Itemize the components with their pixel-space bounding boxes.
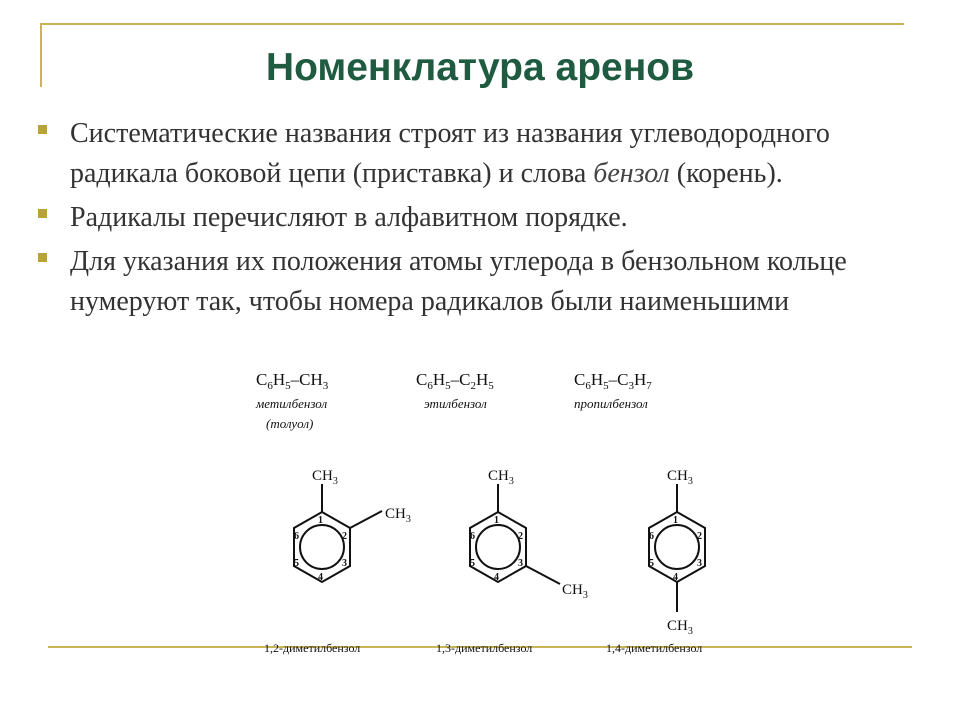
svg-text:3: 3 [342, 558, 347, 569]
svg-text:6: 6 [294, 531, 299, 542]
svg-text:CH3: $CH_3$ [562, 582, 588, 601]
svg-text:C6H5–CH3: $C_6H_5-CH_3$ [256, 370, 329, 392]
svg-text:CH3: $CH_3$ [667, 618, 693, 637]
bullet-text: Систематические названия строят из названия углеводородного радикала боковой цепи (приставка) и слова [70, 118, 830, 189]
bullet-italic-word: бензол [593, 158, 670, 189]
bullet-text: Радикалы перечисляют в алфавитном порядке. [70, 202, 628, 233]
svg-text:2: 2 [342, 531, 347, 542]
svg-text:2: 2 [518, 531, 523, 542]
svg-text:6: 6 [649, 531, 654, 542]
bullet-text-end: (корень). [669, 158, 783, 189]
structure-1-4-dimethylbenzene [649, 468, 705, 637]
structure-1-2-dimethylbenzene [294, 468, 411, 583]
formula-name: пропилбензол [574, 396, 648, 411]
formula-methylbenzene [255, 370, 329, 431]
svg-text:1: 1 [673, 515, 678, 526]
isomer-name-1-4: 1,4-диметилбензол [606, 641, 703, 655]
formula-propylbenzene [574, 370, 652, 411]
svg-text:5: 5 [294, 558, 299, 569]
svg-text:3: 3 [518, 558, 523, 569]
isomer-name-1-2: 1,2-диметилбензол [264, 641, 361, 655]
svg-text:CH3: $CH_3$ [667, 468, 693, 487]
svg-text:2: 2 [697, 531, 702, 542]
svg-text:1: 1 [318, 515, 323, 526]
svg-text:CH3: $CH_3$ [488, 468, 514, 487]
structure-1-3-dimethylbenzene [470, 468, 588, 601]
formula-alt-name: (толуол) [266, 416, 314, 431]
svg-text:C6H5–C2H5: $C_6H_5-C_2H_5$ [416, 370, 494, 392]
formula-name: метилбензол [256, 396, 328, 411]
svg-text:6: 6 [470, 531, 475, 542]
svg-text:4: 4 [318, 572, 323, 583]
svg-text:5: 5 [470, 558, 475, 569]
isomer-name-1-3: 1,3-диметилбензол [436, 641, 533, 655]
slide-title: Номенклатура аренов [265, 46, 695, 89]
formula-name: этилбензол [424, 396, 487, 411]
svg-text:1: 1 [494, 515, 499, 526]
svg-text:CH3: $CH_3$ [385, 506, 411, 525]
svg-text:3: 3 [697, 558, 702, 569]
svg-text:CH3: $CH_3$ [312, 468, 338, 487]
bullet-text: Для указания их положения атомы углерода в бензольном кольце нумеруют так, чтобы номера радикалов были наименьшими [70, 246, 847, 317]
svg-text:C6H5–C3H7: $C_6H_5-C_3H_7$ [574, 370, 652, 392]
svg-text:5: 5 [649, 558, 654, 569]
svg-text:4: 4 [494, 572, 499, 583]
svg-text:4: 4 [673, 572, 678, 583]
formula-ethylbenzene [416, 370, 494, 411]
